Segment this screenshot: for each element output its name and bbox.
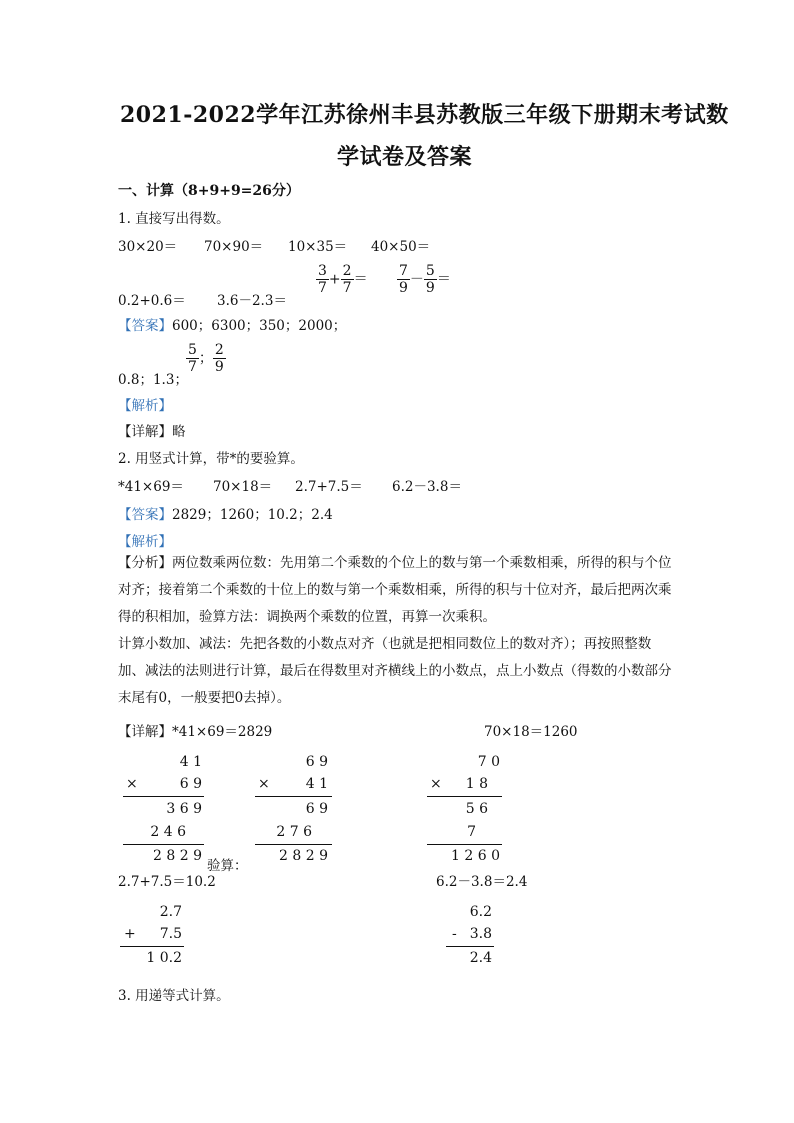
q1-answer-fracs — [186, 342, 226, 375]
calc-operand: 4 1 — [179, 754, 202, 770]
q2-item: 6.2－3.8＝ — [392, 479, 462, 495]
calc-partial: 5 6 — [465, 801, 488, 817]
frac-equals: ＝ — [436, 271, 451, 288]
calc-operand: 3.8 — [469, 926, 492, 942]
calc-operand: 6 9 — [305, 754, 328, 770]
frac-denominator: 7 — [318, 280, 327, 296]
q1-item: 10×35＝ — [288, 239, 348, 255]
detail-tag: 【详解】 — [118, 724, 172, 740]
doc-title-line1: 2021-2022学年江苏徐州丰县苏教版三年级下册期末考试数 — [120, 102, 729, 128]
calc-line — [123, 796, 204, 797]
frac-separator: ； — [198, 350, 213, 367]
q1-answer-line2: 0.8；1.3； — [118, 372, 188, 388]
q2-answer — [118, 503, 333, 523]
calc-operand: 6 9 — [179, 776, 202, 792]
answer-text: 600；6300；350；2000； — [172, 318, 347, 334]
q3-label: 3. 用递等式计算。 — [118, 988, 230, 1004]
calc-operator: + — [124, 926, 136, 942]
doc-title-line2: 学试卷及答案 — [337, 144, 473, 170]
calc-result: 2 8 2 9 — [279, 848, 328, 864]
calc-operand: 7 0 — [477, 754, 500, 770]
fenxi-tag: 【分析】 — [118, 555, 172, 571]
calc-line — [427, 844, 502, 845]
answer-tag: 【答案】 — [118, 318, 172, 334]
frac-equals: ＝ — [353, 271, 368, 288]
detail-text: 略 — [172, 424, 186, 440]
calc-line — [120, 946, 184, 947]
calc-operator: × — [430, 776, 442, 792]
detail-tag: 【详解】 — [118, 424, 172, 440]
q2-item: 2.7+7.5＝ — [295, 479, 363, 495]
calc-partial: 2 4 6 — [150, 824, 186, 840]
q2-item: *41×69＝ — [118, 479, 184, 495]
q2-decimal-rule: 计算小数加、减法：先把各数的小数点对齐（也就是把相同数位上的数对齐）；再按照整数加、减法的法则进行计算，最后在得数里对齐横线上的小数点，点上小数点（得数的小数部分末尾有0，一般要把0去掉）。 — [118, 636, 672, 706]
calc-operand: 2.7 — [159, 904, 182, 920]
calc-partial: 7 — [467, 824, 476, 840]
calc-operator: × — [258, 776, 270, 792]
q2-detail-2: 70×18＝1260 — [484, 724, 578, 740]
calc-line — [255, 796, 332, 797]
calc-partial: 6 9 — [305, 801, 328, 817]
calc-operator: - — [452, 926, 457, 942]
q1-item: 30×20＝ — [118, 239, 178, 255]
calc-operator: × — [126, 776, 138, 792]
calc-line — [427, 796, 502, 797]
q1-item: 70×90＝ — [204, 239, 264, 255]
eq-add: 2.7+7.5＝10.2 — [118, 874, 216, 890]
calc-line — [446, 946, 494, 947]
q2-label: 2. 用竖式计算，带*的要验算。 — [118, 451, 304, 467]
q2-item: 70×18＝ — [213, 479, 273, 495]
frac-denominator: 7 — [188, 359, 197, 375]
frac-denominator: 9 — [399, 280, 408, 296]
frac-numerator: 7 — [399, 263, 408, 279]
detail-text: *41×69＝2829 — [172, 724, 273, 740]
section-heading: 一、计算（8+9+9=26分） — [118, 183, 300, 199]
eq-sub: 6.2－3.8＝2.4 — [436, 874, 528, 890]
calc-operand: 1 8 — [465, 776, 488, 792]
frac-numerator: 5 — [188, 342, 197, 358]
analysis-tag: 【解析】 — [118, 398, 172, 414]
frac-numerator: 5 — [425, 263, 435, 279]
answer-tag: 【答案】 — [118, 507, 172, 523]
frac-operator: + — [328, 271, 341, 288]
calc-operand: 7.5 — [159, 926, 182, 942]
q1-label: 1. 直接写出得数。 — [118, 211, 230, 227]
frac-numerator: 2 — [214, 342, 224, 358]
q1-item: 0.2+0.6＝ — [118, 293, 186, 309]
calc-result: 1 2 6 0 — [451, 848, 500, 864]
q2-fenxi — [118, 550, 678, 631]
q1-item: 40×50＝ — [371, 239, 431, 255]
calc-line — [255, 844, 332, 845]
calc-operand: 4 1 — [305, 776, 328, 792]
q1-frac-expr-2 — [397, 263, 451, 296]
q2-detail — [118, 720, 272, 740]
q1-item: 3.6－2.3＝ — [217, 293, 287, 309]
q1-detail — [118, 420, 186, 440]
calc-partial: 2 7 6 — [276, 824, 312, 840]
analysis-tag: 【解析】 — [118, 534, 172, 550]
q1-answer — [118, 314, 346, 334]
fenxi-text: 两位数乘两位数：先用第二个乘数的个位上的数与第一个乘数相乘，所得的积与个位对齐；接着第二个乘数的十位上的数与第一个乘数相乘，所得的积与十位对齐，最后把两次乘得的积相加，验算方法：调换两个乘数的位置，再算一次乘积。 — [118, 555, 672, 625]
calc-result: 2 8 2 9 — [153, 848, 202, 864]
frac-operator: － — [409, 271, 424, 288]
frac-denominator: 9 — [425, 280, 435, 296]
calc-result: 2.4 — [469, 950, 492, 966]
answer-text: 2829；1260；10.2；2.4 — [172, 507, 333, 523]
q1-frac-expr-1 — [316, 263, 368, 296]
frac-numerator: 3 — [318, 263, 327, 279]
frac-denominator: 7 — [342, 280, 352, 296]
calc-line — [123, 844, 204, 845]
calc-partial: 3 6 9 — [166, 801, 202, 817]
frac-denominator: 9 — [214, 359, 224, 375]
frac-numerator: 2 — [342, 263, 352, 279]
calc-operand: 6.2 — [469, 904, 492, 920]
yansuan-label: 验算： — [207, 858, 248, 874]
calc-result: 1 0.2 — [146, 950, 182, 966]
